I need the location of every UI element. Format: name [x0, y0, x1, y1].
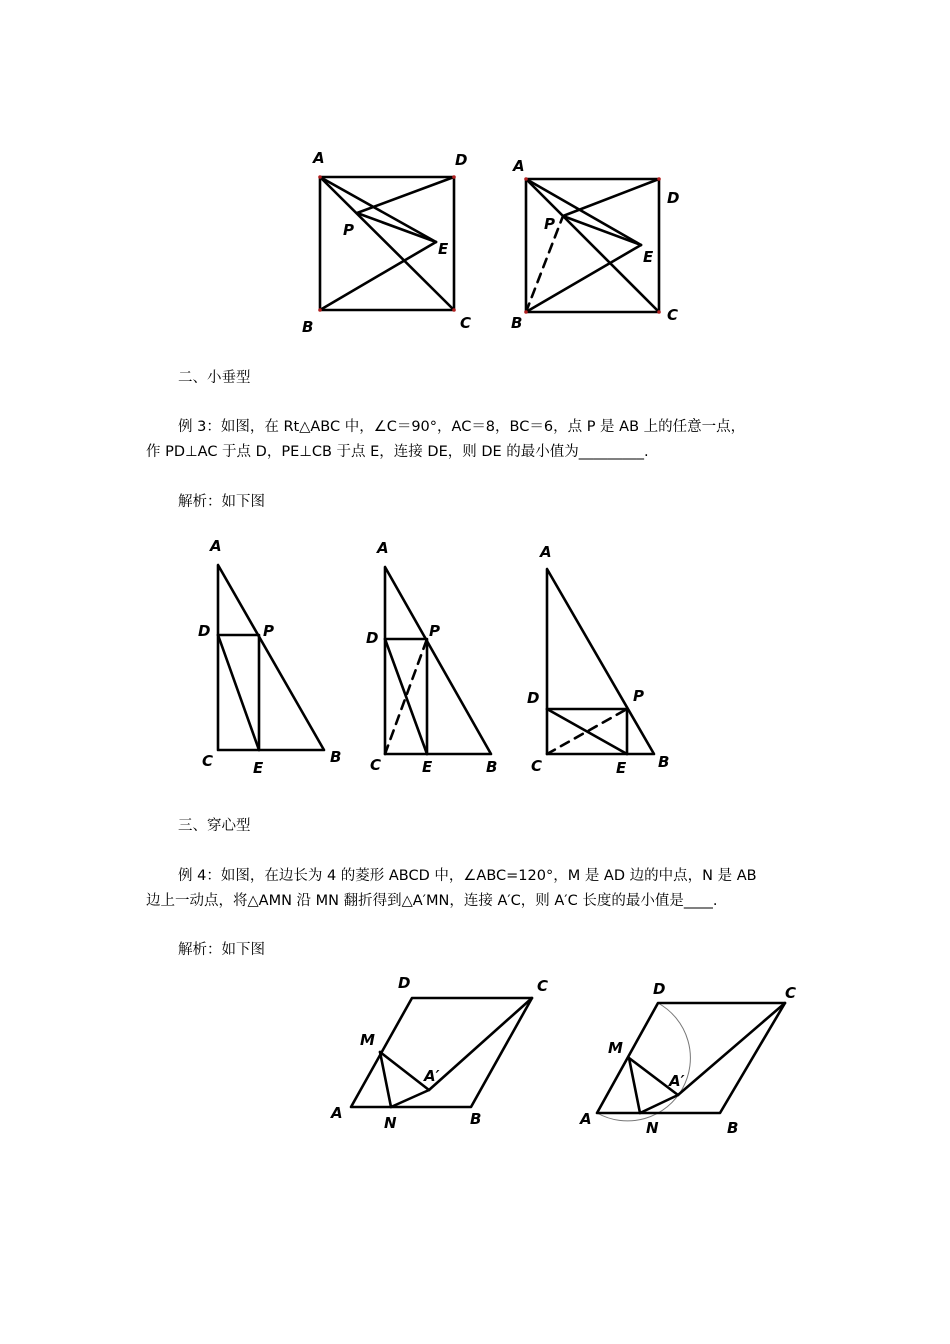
label-b: B: [470, 1110, 482, 1128]
triangle-figure-2: [355, 530, 515, 780]
example-4-line-1: 例 4：如图，在边长为 4 的菱形 ABCD 中，∠ABC=120°，M 是 AD 边的中点，N 是 AB: [178, 868, 757, 884]
label-n: N: [384, 1114, 397, 1132]
label-c: C: [370, 756, 382, 774]
label-b: B: [486, 758, 498, 776]
example-3-line-1: 例 3：如图，在 Rt△ABC 中，∠C＝90°，AC＝8，BC＝6，点 P 是 AB 上的任意一点，: [178, 419, 746, 435]
rhombus-figure-1: [325, 968, 565, 1138]
fold-arc: [597, 1003, 690, 1121]
segment-na2: [391, 1090, 429, 1107]
label-a: A: [331, 1104, 343, 1122]
label-c: C: [785, 984, 797, 1002]
label-n: N: [646, 1119, 659, 1137]
triangle-outline: [385, 567, 491, 754]
segment-pd: [357, 177, 454, 213]
square-figure-2: [500, 145, 700, 345]
label-c: C: [667, 306, 679, 324]
label-a-prime: A′: [424, 1067, 440, 1085]
label-a: A: [313, 149, 325, 167]
segment-ae: [320, 177, 436, 242]
label-p: P: [263, 622, 274, 640]
label-a: A: [580, 1110, 592, 1128]
segment-na2: [640, 1095, 678, 1113]
segment-pe: [563, 216, 641, 245]
section-heading-3: 三、穿心型: [178, 818, 251, 834]
label-a: A: [513, 157, 525, 175]
triangle-figure-3: [520, 530, 680, 780]
label-b: B: [658, 753, 670, 771]
segment-pd: [563, 179, 659, 216]
label-d: D: [198, 622, 211, 640]
square-figure-1: [295, 145, 485, 345]
segment-de: [218, 635, 259, 750]
label-c: C: [537, 977, 549, 995]
segment-a2c: [678, 1003, 785, 1095]
label-a: A: [540, 543, 552, 561]
analysis-label-3: 解析：如下图: [178, 494, 265, 510]
label-m: M: [608, 1039, 623, 1057]
label-e: E: [438, 240, 449, 258]
label-d: D: [366, 629, 379, 647]
label-c: C: [460, 314, 472, 332]
example-3-line-2: 作 PD⊥AC 于点 D，PE⊥CB 于点 E，连接 DE，则 DE 的最小值为_________.: [146, 444, 649, 460]
segment-pe: [357, 213, 436, 242]
rhombus-figure-2: [570, 975, 820, 1150]
label-b: B: [511, 314, 523, 332]
triangle-outline: [547, 569, 654, 754]
segment-a2c: [429, 998, 532, 1090]
label-p: P: [343, 221, 354, 239]
label-d: D: [653, 980, 666, 998]
label-c: C: [202, 752, 214, 770]
label-e: E: [643, 248, 654, 266]
label-d: D: [667, 189, 680, 207]
label-a-prime: A′: [669, 1072, 685, 1090]
triangle-outline: [218, 565, 324, 750]
label-e: E: [253, 759, 264, 777]
label-c: C: [531, 757, 543, 775]
label-d: D: [398, 974, 411, 992]
label-a: A: [377, 539, 389, 557]
rhombus-outline: [351, 998, 532, 1107]
segment-de: [547, 709, 627, 754]
label-m: M: [360, 1031, 375, 1049]
label-e: E: [616, 759, 627, 777]
label-b: B: [302, 318, 314, 336]
label-d: D: [455, 151, 468, 169]
triangle-figure-1: [190, 530, 360, 780]
label-b: B: [330, 748, 342, 766]
label-p: P: [429, 622, 440, 640]
analysis-label-4: 解析：如下图: [178, 942, 265, 958]
example-4-line-2: 边上一动点，将△AMN 沿 MN 翻折得到△A′MN，连接 A′C，则 A′C 长度的最小值是____.: [146, 893, 718, 909]
label-p: P: [633, 687, 644, 705]
label-p: P: [544, 215, 555, 233]
label-e: E: [422, 758, 433, 776]
label-d: D: [527, 689, 540, 707]
label-a: A: [210, 537, 222, 555]
section-heading-2: 二、小垂型: [178, 370, 251, 386]
label-b: B: [727, 1119, 739, 1137]
